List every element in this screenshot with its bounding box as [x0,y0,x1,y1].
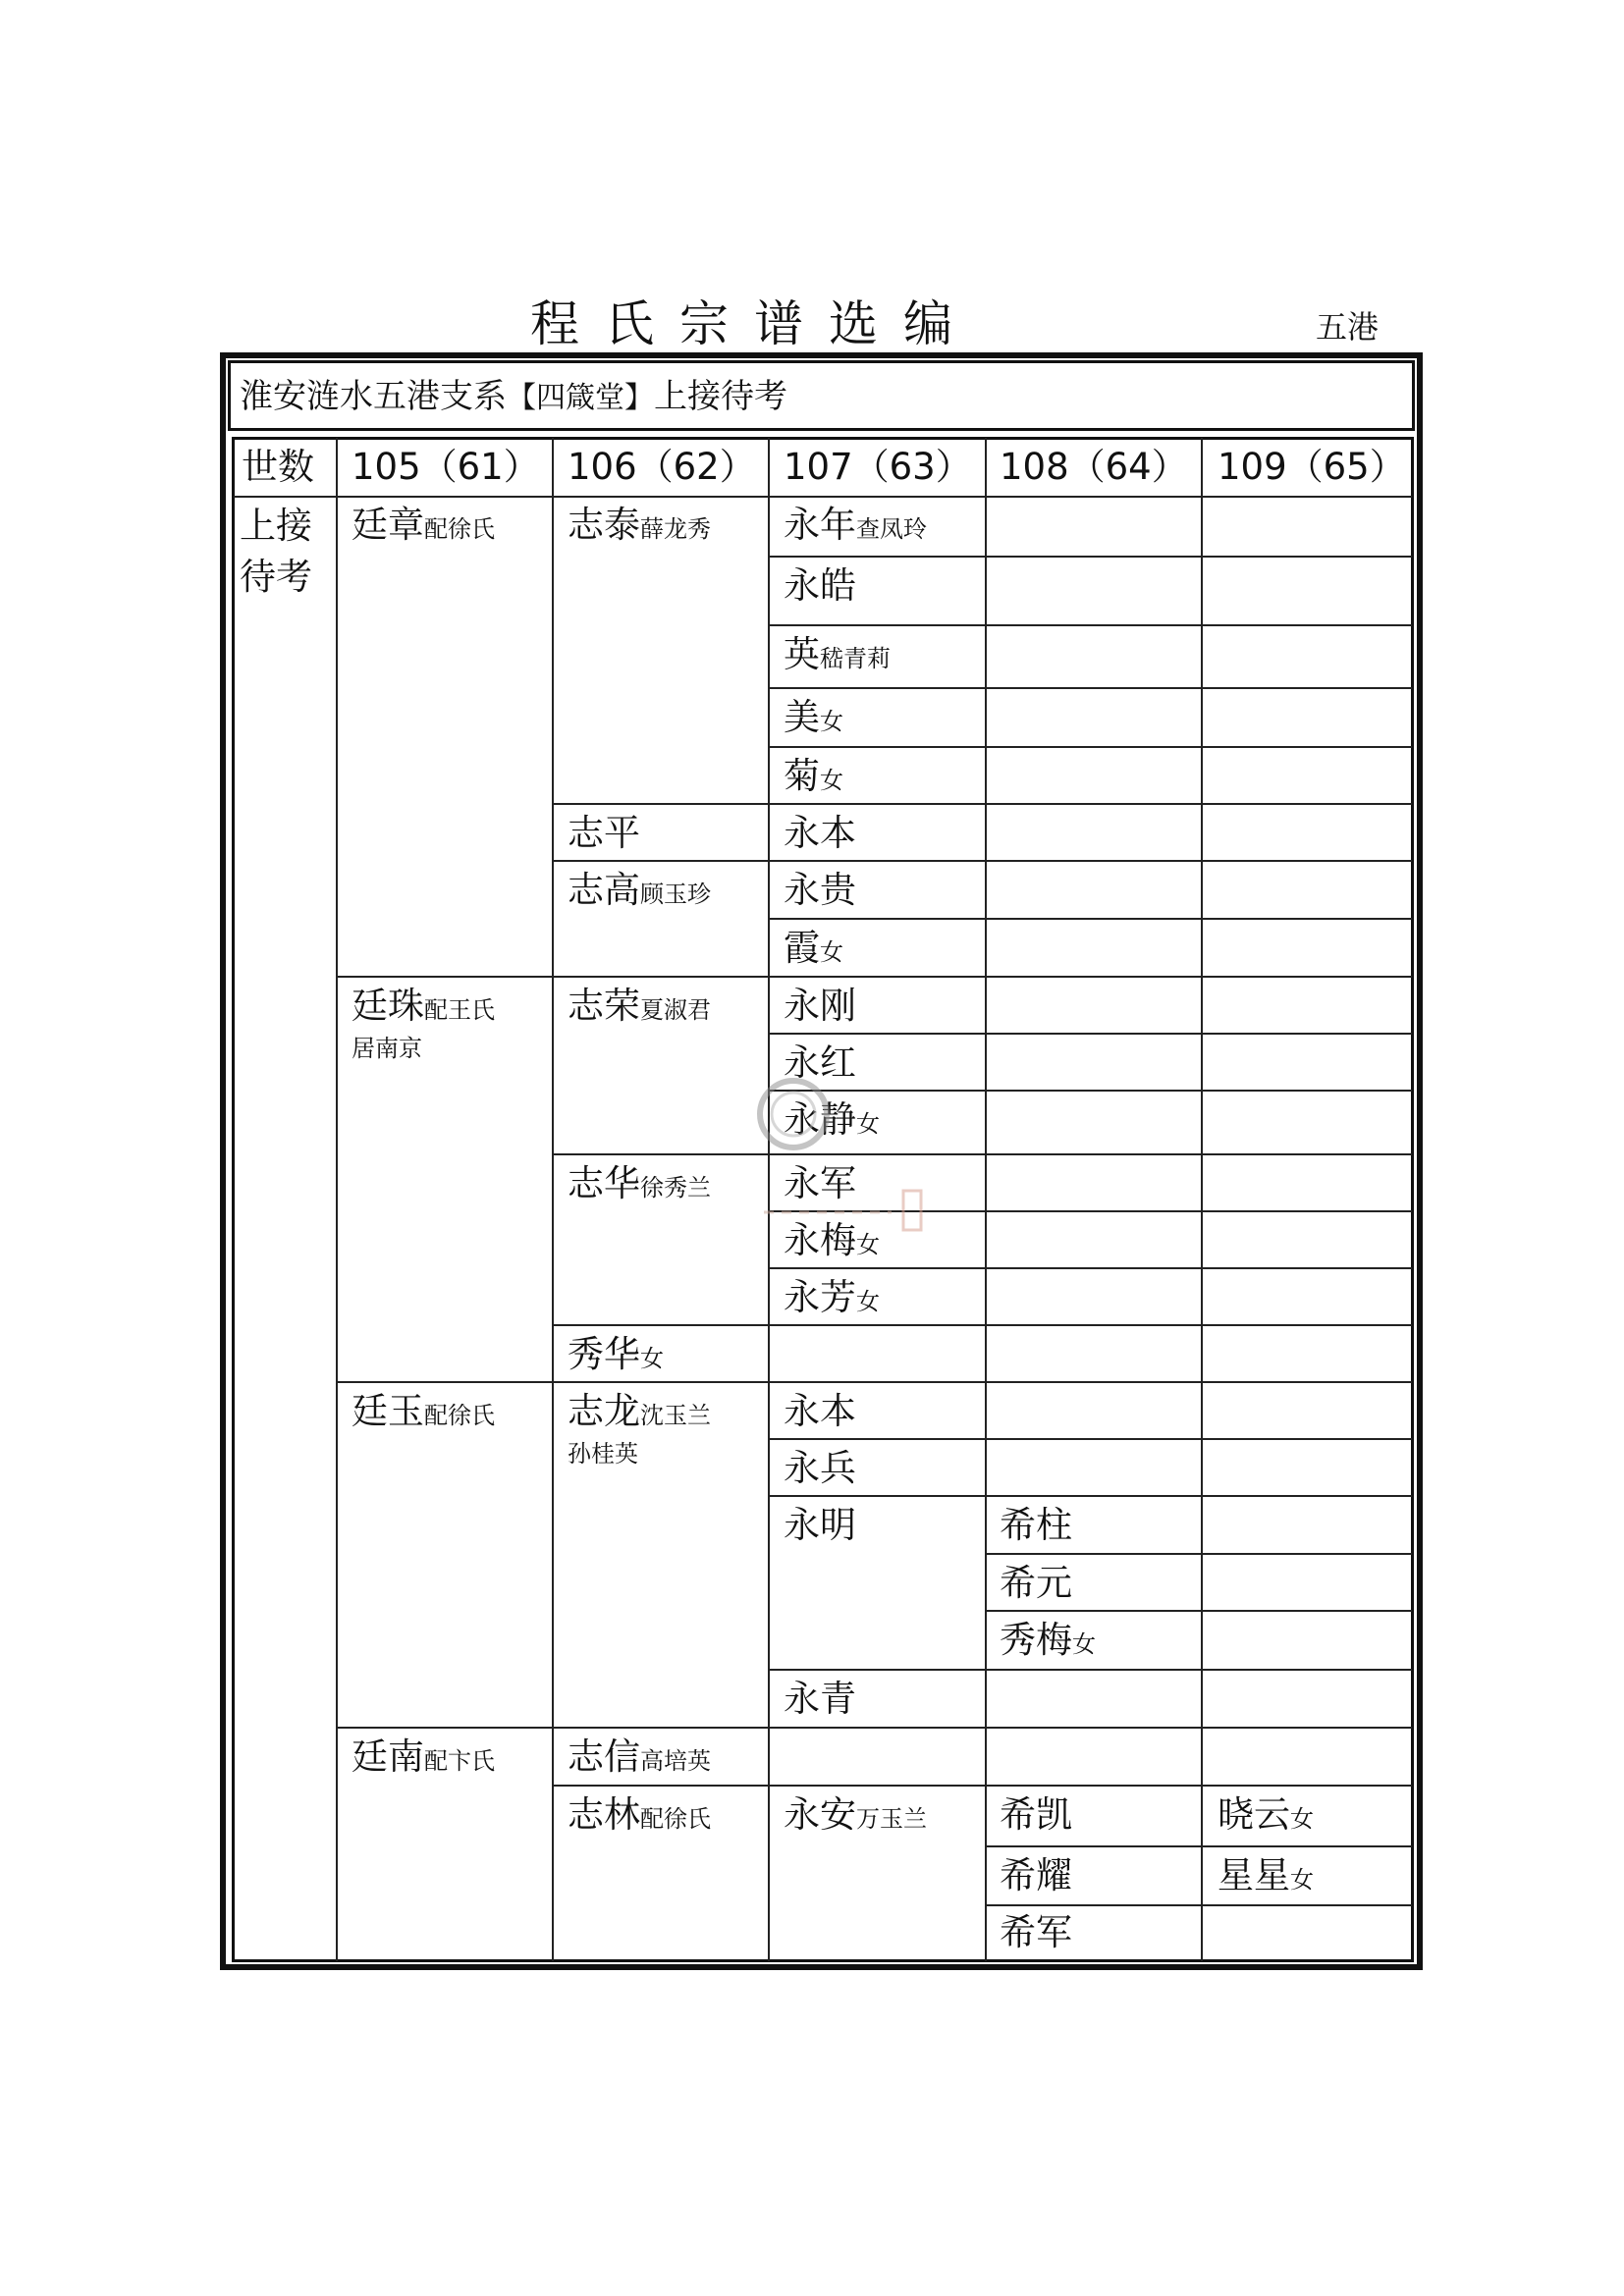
branch-title [240,367,787,426]
person-name: 霞 [784,927,820,969]
person-spouse: 女 [820,938,843,966]
person-name: 志信 [568,1735,640,1778]
person-cell [1000,1853,1072,1902]
person-cell [568,1389,711,1469]
person-spouse: 高培英 [640,1747,711,1775]
row-divider [986,1904,1412,1906]
person-cell [784,1446,856,1495]
person-spouse: 配徐氏 [640,1805,711,1833]
person-spouse: 夏淑君 [640,996,711,1024]
person-spouse: 女 [1290,1866,1314,1894]
branch-name: 淮安涟水五港支系 [240,377,507,416]
row-divider [769,1267,1412,1269]
person-cell [784,926,843,975]
person-name: 希元 [1000,1562,1072,1604]
col-divider [1201,438,1203,1961]
person-name: 志龙 [568,1390,640,1432]
person-name: 廷章 [352,504,424,546]
person-cell [568,1161,711,1210]
person-spouse: 女 [856,1231,880,1258]
person-spouse: 薛龙秀 [640,515,711,543]
person-name: 永芳 [784,1276,856,1318]
person-spouse: 徐秀兰 [640,1174,711,1201]
person-cell [1000,1792,1072,1842]
row-divider [337,976,1412,978]
branch-status: 上接待考 [654,377,787,416]
person-spouse: 女 [856,1110,880,1138]
col-header-105: 105（61） [352,446,540,488]
person-spouse: 沈玉兰 [640,1402,711,1429]
person-cell [352,1735,495,1784]
person-cell [784,632,891,681]
person-cell [568,1735,711,1784]
row-divider [769,918,1412,920]
person-name: 永青 [784,1678,856,1720]
person-spouse: 女 [1072,1630,1096,1658]
person-note: 孙桂英 [568,1440,638,1468]
row-divider [986,1553,1412,1555]
person-name: 永军 [784,1162,856,1204]
row-divider [986,1845,1412,1847]
person-cell [784,754,843,803]
person-name: 志荣 [568,985,640,1027]
row-divider [553,860,1412,862]
person-cell [784,984,856,1033]
person-spouse: 万玉兰 [856,1805,927,1833]
person-spouse: 女 [820,767,843,794]
person-cell [1218,1853,1314,1902]
person-name: 永年 [784,504,856,546]
person-cell [784,868,856,917]
person-spouse: 配卞氏 [424,1747,495,1775]
person-cell [784,503,927,552]
person-name: 永红 [784,1041,856,1084]
person-name: 志泰 [568,504,640,546]
person-name: 晓云 [1218,1793,1290,1836]
person-name: 永刚 [784,985,856,1027]
person-cell [784,1677,856,1726]
col-divider [336,438,338,1961]
person-name: 廷南 [352,1735,424,1778]
col-header-107: 107（63） [784,446,972,488]
person-cell [1000,1618,1096,1667]
col-header-108: 108（64） [1000,446,1188,488]
person-cell [352,1389,495,1438]
row-divider [769,624,1412,626]
col-divider [552,438,554,1961]
row-divider [986,1610,1412,1612]
person-name: 志华 [568,1162,640,1204]
col-header-109: 109（65） [1218,446,1406,488]
person-cell [352,984,495,1064]
row-divider [553,1153,1412,1155]
row-divider [769,1438,1412,1440]
person-spouse: 配徐氏 [424,515,495,543]
row-divider [337,1381,1412,1383]
person-name: 希柱 [1000,1504,1072,1546]
branch-hall: 【四箴堂】 [507,381,654,415]
person-name: 星星 [1218,1854,1290,1896]
row-divider [553,803,1412,805]
person-spouse: 配王氏 [424,996,495,1024]
page-title: 程氏宗谱选编 [530,295,978,352]
person-name: 志高 [568,869,640,911]
person-name: 秀华 [568,1333,640,1375]
person-spouse: 配徐氏 [424,1402,495,1429]
row-divider [553,1324,1412,1326]
row-divider [553,1785,1412,1787]
person-name: 永静 [784,1098,856,1141]
row-divider [769,746,1412,748]
person-cell [784,1503,856,1552]
person-name: 永皓 [784,564,856,607]
person-name: 英 [784,633,820,675]
person-spouse: 女 [856,1288,880,1315]
person-cell [784,811,856,860]
person-spouse: 嵇青莉 [820,645,891,672]
person-cell [568,1792,711,1842]
person-cell [784,563,856,613]
person-name: 永明 [784,1504,856,1546]
person-name: 永贵 [784,869,856,911]
person-name: 希凯 [1000,1793,1072,1836]
person-cell [784,695,843,744]
person-cell [568,984,711,1033]
row-divider [769,556,1412,558]
person-spouse: 女 [820,708,843,735]
person-spouse: 顾玉珍 [640,881,711,908]
person-name: 永本 [784,1390,856,1432]
person-cell [1000,1910,1072,1959]
person-name: 永梅 [784,1219,856,1261]
person-cell [568,1332,664,1381]
person-cell [1218,1792,1314,1842]
person-name: 秀梅 [1000,1619,1072,1661]
person-name: 菊 [784,755,820,797]
person-note: 居南京 [352,1035,422,1062]
person-name: 希耀 [1000,1854,1072,1896]
person-cell [1000,1503,1072,1552]
person-name: 美 [784,696,820,738]
person-cell [352,503,495,552]
person-spouse: 女 [1290,1805,1314,1833]
person-cell [784,1389,856,1438]
person-name: 永本 [784,812,856,854]
person-name: 志平 [568,812,640,854]
person-cell [568,811,640,860]
row-divider [337,1727,1412,1729]
person-name: 廷玉 [352,1390,424,1432]
row-divider [769,1669,1412,1671]
col-header-106: 106（62） [568,446,756,488]
person-cell [568,503,711,552]
person-spouse: 查凤玲 [856,515,927,543]
person-cell [784,1275,880,1324]
person-cell [1000,1561,1072,1610]
col-divider [985,438,987,1961]
person-name: 永安 [784,1793,856,1836]
row-divider [769,687,1412,689]
person-name: 永兵 [784,1447,856,1489]
person-name: 廷珠 [352,985,424,1027]
generation-status-label: 上接待考 [240,505,312,598]
person-cell [568,868,711,917]
person-name: 志林 [568,1793,640,1836]
row-divider [769,1033,1412,1035]
person-spouse: 女 [640,1345,664,1372]
seal-watermark-icon [754,1075,950,1252]
person-cell [784,1792,927,1842]
row-divider [769,1495,1412,1497]
col-header-generation: 世数 [242,446,314,488]
page-corner-label: 五港 [1316,308,1380,346]
person-name: 希军 [1000,1911,1072,1953]
